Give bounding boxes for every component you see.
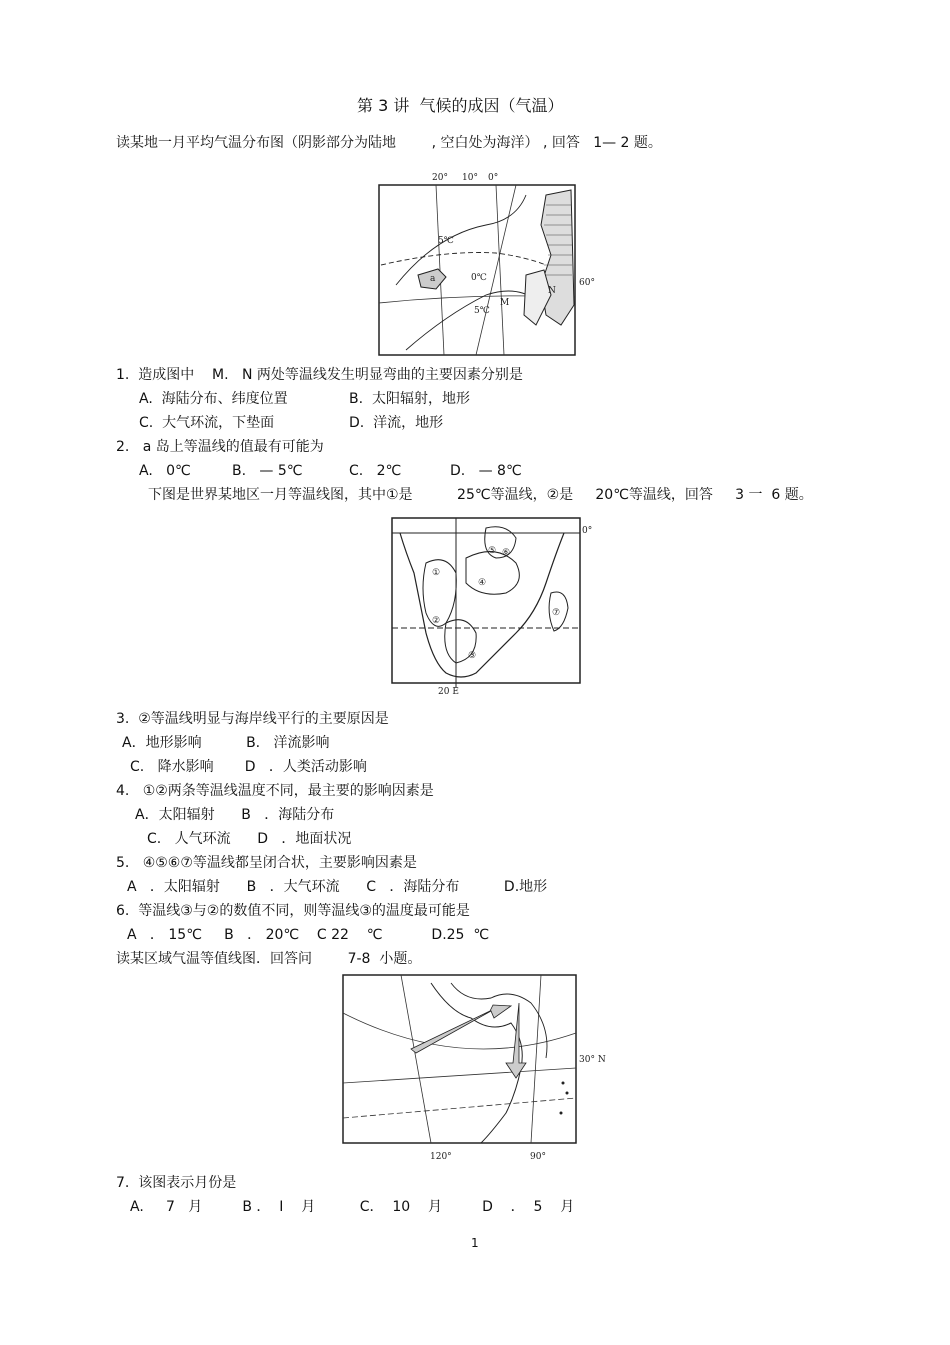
- q1-option-c: C. 大气环流，下垫面: [139, 415, 275, 431]
- map1-label-20: 20°: [432, 173, 448, 183]
- q7-options-row1: A. 7 月 B ． I 月 C． 10 月 D ． 5 月: [130, 1199, 575, 1215]
- q6-options-row1: A ． 15℃ B ． 20℃ C 22 ℃ D.25 ℃: [127, 927, 490, 943]
- map-figure-2: [386, 513, 595, 698]
- q1-option-d: D. 洋流，地形: [349, 415, 444, 431]
- q2-stem: 2. a 岛上等温线的值最有可能为: [116, 439, 324, 455]
- map2-label-3: ③: [468, 651, 477, 661]
- map1-label-n: N: [548, 286, 556, 296]
- q6-stem: 6. 等温线③与②的数值不同，则等温线③的温度最可能是: [116, 903, 470, 919]
- q2-option-b: B. — 5℃: [232, 463, 303, 479]
- intro-text-2: 下图是世界某地区一月等温线图，其中①是 25℃等温线，②是 20℃等温线，回答 3 一 6 题。: [148, 487, 813, 503]
- q4-options-row1: A．太阳辐射 B ．海陆分布: [135, 807, 335, 823]
- map3-label-30n: 30° N: [579, 1055, 606, 1065]
- q2-option-c: C. 2℃: [349, 463, 402, 479]
- intro-text-3: 读某区域气温等值线图．回答问 7-8 小题。: [116, 951, 422, 967]
- map2-label-4: ④: [478, 578, 487, 588]
- map3-label-120: 120°: [430, 1152, 452, 1162]
- intro-text: 读某地一月平均气温分布图（阴影部分为陆地 , 空白处为海洋） , 回答 1— 2 题。: [116, 135, 662, 151]
- q4-options-row2: C. 人气环流 D ．地面状况: [147, 831, 352, 847]
- q3-stem: 3. ②等温线明显与海岸线平行的主要原因是: [116, 711, 389, 727]
- map1-label-0c: 0℃: [471, 273, 487, 283]
- q2-option-a: A. 0℃: [139, 463, 191, 479]
- map1-label-10: 10°: [462, 173, 478, 183]
- map1-label-a: a: [430, 274, 436, 284]
- q1-option-a: A. 海陆分布、纬度位置: [139, 391, 288, 407]
- q3-options-row1: A．地形影响 B. 洋流影响: [122, 735, 330, 751]
- map2-label-6: ⑥: [502, 548, 511, 558]
- map1-label-5c2: 5℃: [474, 306, 490, 316]
- q1-option-b: B. 太阳辐射，地形: [349, 391, 470, 407]
- map2-label-1: ①: [432, 568, 441, 578]
- map3-label-90: 90°: [530, 1152, 546, 1162]
- q3-options-row2: C. 降水影响 D ．人类活动影响: [130, 759, 367, 775]
- q5-options-row1: A ．太阳辐射 B ．大气环流 C ．海陆分布 D.地形: [127, 879, 548, 895]
- q5-stem: 5. ④⑤⑥⑦等温线都呈闭合状，主要影响因素是: [116, 855, 417, 871]
- map2-label-5: ⑤: [488, 546, 497, 556]
- page-title: 第 3 讲 气候的成因（气温）: [357, 96, 564, 115]
- map2-label-20e: 20 E: [438, 687, 459, 697]
- map1-label-0: 0°: [488, 173, 499, 183]
- map1-label-60: 60°: [579, 278, 595, 288]
- map2-label-0: 0°: [582, 526, 593, 536]
- map1-label-m: M: [500, 298, 510, 308]
- q4-stem: 4. ①②两条等温线温度不同，最主要的影响因素是: [116, 783, 434, 799]
- map-figure-1: [376, 165, 602, 358]
- map2-label-2: ②: [432, 616, 441, 626]
- q7-stem: 7. 该图表示月份是: [116, 1175, 237, 1191]
- map-figure-3: [341, 973, 619, 1163]
- q2-option-d: D. — 8℃: [450, 463, 522, 479]
- page-number: 1: [471, 1236, 479, 1250]
- map1-label-5c: 5℃: [438, 236, 454, 246]
- q1-stem: 1. 造成图中 M. N 两处等温线发生明显弯曲的主要因素分别是: [116, 367, 523, 383]
- map2-label-7: ⑦: [552, 608, 561, 618]
